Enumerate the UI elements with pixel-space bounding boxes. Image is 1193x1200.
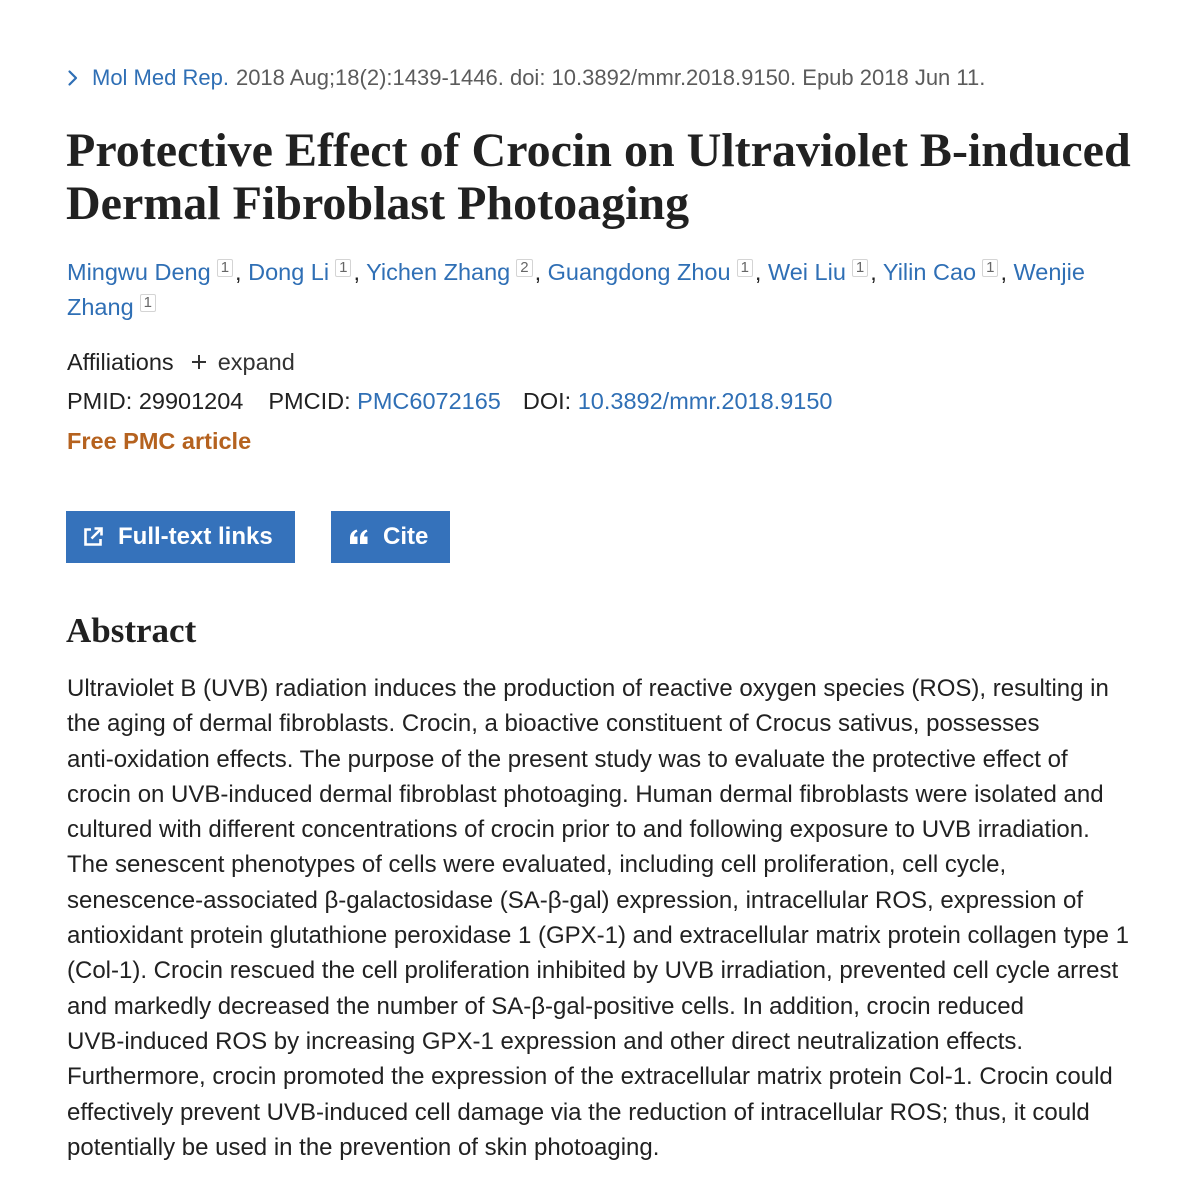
abstract-line: The senescent phenotypes of cells were evaluated, including cell proliferation, cell cycle, xyxy=(67,851,1007,879)
abstract-line: senescence-associated β-galactosidase (SA-β-gal) expression, intracellular ROS, expression of xyxy=(67,886,1084,914)
author-name-link[interactable]: Mingwu Deng xyxy=(67,259,211,285)
cite-label: Cite xyxy=(383,523,429,550)
pmid-value: 29901204 xyxy=(138,388,244,414)
pmid-label: PMID: xyxy=(67,388,133,414)
affiliations-label: Affiliations xyxy=(67,349,174,375)
affiliation-number-badge[interactable]: 1 xyxy=(335,259,351,277)
external-link-icon xyxy=(82,526,104,548)
abstract-line: crocin on UVB-induced dermal fibroblast photoaging. Human dermal fibroblasts were isolated and xyxy=(67,780,1104,808)
abstract-line: (Col-1). Crocin rescued the cell proliferation inhibited by UVB irradiation, prevented cell cycle arrest xyxy=(67,957,1119,985)
author-item xyxy=(366,259,541,285)
author-name-link[interactable]: Wei Liu xyxy=(767,259,846,285)
author-separator: , xyxy=(1000,259,1007,285)
affiliation-number-badge[interactable]: 1 xyxy=(737,259,753,277)
abstract-line: cultured with different concentrations of crocin prior to and following exposure to UVB irradiation. xyxy=(67,816,1090,844)
author-name-link[interactable]: Yichen Zhang xyxy=(366,259,511,285)
author-separator: , xyxy=(754,259,762,285)
abstract-text xyxy=(67,671,1129,1165)
author-separator: , xyxy=(534,259,542,285)
citation-details: 2018 Aug;18(2):1439-1446. doi: 10.3892/mmr.2018.9150. Epub 2018 Jun 11. xyxy=(235,65,986,90)
plus-icon[interactable] xyxy=(190,353,208,371)
cite-button[interactable] xyxy=(331,511,450,563)
quote-icon xyxy=(348,526,370,548)
journal-link[interactable]: Mol Med Rep. xyxy=(92,65,229,90)
author-separator: , xyxy=(870,259,877,285)
author-separator: , xyxy=(235,259,242,285)
affiliation-number-badge[interactable]: 1 xyxy=(852,259,868,277)
author-name-link[interactable]: Wenjie Zhang xyxy=(67,259,1085,320)
abstract-line: Furthermore, crocin promoted the expression of the extracellular matrix protein Col-1. Crocin could xyxy=(67,1063,1113,1091)
author-name-link[interactable]: Guangdong Zhou xyxy=(547,259,731,285)
affiliation-number-badge[interactable]: 2 xyxy=(516,259,532,277)
article-title: Protective Effect of Crocin on Ultraviolet B-induced Dermal Fibroblast Photoaging xyxy=(66,124,1131,230)
author-item xyxy=(67,259,242,285)
author-item xyxy=(883,259,1007,285)
abstract-line: and markedly decreased the number of SA-β-gal-positive cells. In addition, crocin reduced xyxy=(67,992,1024,1020)
affiliation-number-badge[interactable]: 1 xyxy=(217,259,233,277)
doi-label: DOI: xyxy=(522,388,572,414)
chevron-right-icon[interactable] xyxy=(67,69,79,87)
free-pmc-article-label: Free PMC article xyxy=(67,428,252,454)
abstract-line: effectively prevent UVB-induced cell damage via the reduction of intracellular ROS; thus, it could xyxy=(67,1098,1090,1126)
author-separator: , xyxy=(353,259,360,285)
authors-list xyxy=(67,255,1142,325)
author-item xyxy=(768,259,877,285)
abstract-line: the aging of dermal fibroblasts. Crocin, a bioactive constituent of Crocus sativus, possesses xyxy=(67,710,1040,738)
author-name-link[interactable]: Dong Li xyxy=(248,259,330,285)
abstract-line: anti-oxidation effects. The purpose of the present study was to evaluate the protective effect of xyxy=(67,745,1068,773)
abstract-line: Ultraviolet B (UVB) radiation induces the production of reactive oxygen species (ROS), resulting in xyxy=(67,675,1109,702)
full-text-links-button[interactable] xyxy=(66,511,295,563)
identifiers-row xyxy=(67,386,833,416)
affiliations-row xyxy=(67,347,295,377)
abstract-line: antioxidant protein glutathione peroxidase 1 (GPX-1) and extracellular matrix protein collagen type 1 xyxy=(67,922,1129,950)
full-text-links-label: Full-text links xyxy=(118,523,273,550)
affiliation-number-badge[interactable]: 1 xyxy=(140,294,156,312)
author-item xyxy=(548,259,762,285)
citation-line xyxy=(67,63,985,93)
pmcid-label: PMCID: xyxy=(268,388,351,414)
abstract-line: potentially be used in the prevention of skin photoaging. xyxy=(67,1133,660,1161)
pmcid-link[interactable]: PMC6072165 xyxy=(357,388,501,414)
abstract-line: UVB-induced ROS by increasing GPX-1 expression and other direct neutralization effects. xyxy=(67,1027,1024,1055)
abstract-heading: Abstract xyxy=(66,611,197,650)
affiliations-expand-toggle[interactable] xyxy=(190,349,295,375)
doi-link[interactable]: 10.3892/mmr.2018.9150 xyxy=(577,388,833,414)
affiliation-number-badge[interactable]: 1 xyxy=(982,259,998,277)
author-name-link[interactable]: Yilin Cao xyxy=(882,259,977,285)
expand-label[interactable]: expand xyxy=(217,349,295,375)
author-item xyxy=(248,259,360,285)
